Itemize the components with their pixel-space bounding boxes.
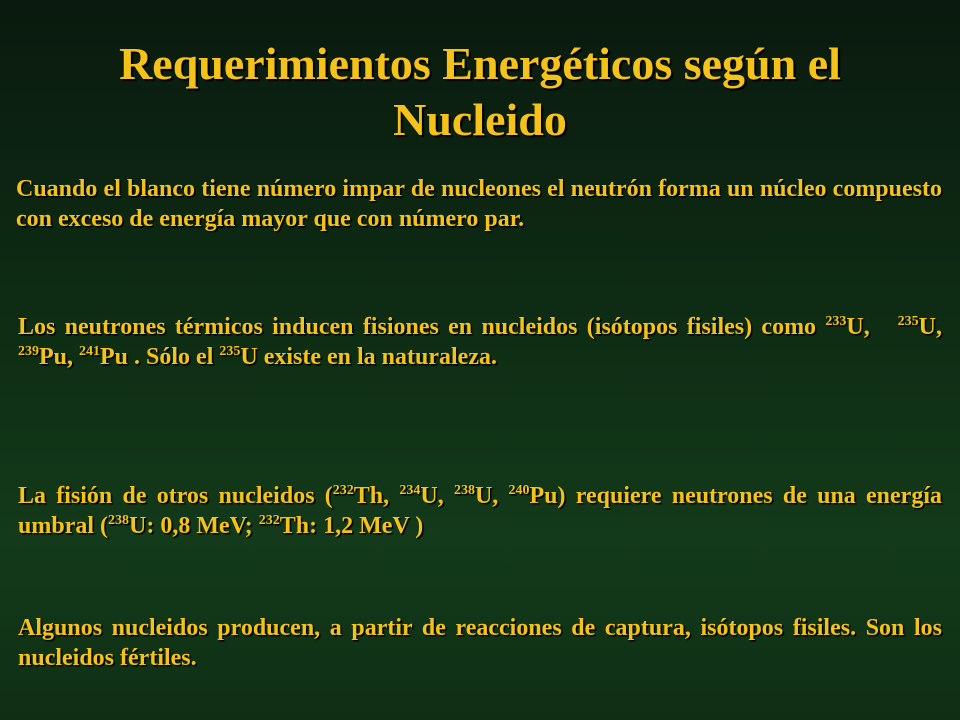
text-segment: Th: 1,2 MeV ) — [279, 513, 424, 539]
text-segment: U, — [846, 314, 898, 340]
mass-number: 233 — [825, 314, 847, 329]
mass-number: 241 — [79, 344, 101, 359]
text-segment: Pu . Sólo el — [100, 344, 220, 370]
mass-number: 235 — [897, 314, 919, 329]
paragraph-odd-nucleons-text: Cuando el blanco tiene número impar de nucleones el neutrón forma un núcleo compuesto con exceso de energía mayor que con número par. — [16, 176, 942, 232]
text-segment: Los neutrones térmicos inducen fisiones en nucleidos (isótopos fisiles) como — [18, 314, 826, 340]
mass-number: 239 — [18, 344, 39, 359]
mass-number: 234 — [399, 483, 421, 498]
mass-number: 232 — [258, 513, 280, 528]
text-segment: Th, — [353, 483, 400, 509]
text-segment: U: 0,8 MeV; — [129, 513, 259, 539]
text-segment: Pu) requiere neutrones de una energía umbral ( — [18, 483, 943, 539]
mass-number: 232 — [332, 483, 354, 498]
text-segment: U, — [420, 483, 454, 509]
mass-number: 235 — [219, 344, 241, 359]
text-segment: U existe en la naturaleza. — [240, 344, 497, 370]
text-segment: U, — [918, 314, 942, 340]
paragraph-thermal-neutrons — [18, 312, 942, 372]
mass-number: 240 — [508, 483, 530, 498]
mass-number: 238 — [453, 483, 475, 498]
paragraph-odd-nucleons — [16, 174, 942, 234]
paragraph-fertile-nuclides — [18, 613, 942, 673]
paragraph-threshold-fission — [18, 481, 942, 541]
slide-title — [20, 36, 940, 148]
text-segment: Pu, — [39, 344, 80, 370]
title-line-1: Requerimientos Energéticos según el — [119, 38, 841, 89]
mass-number: 238 — [108, 513, 129, 528]
text-segment: U, — [474, 483, 509, 509]
text-segment: La fisión de otros nucleidos ( — [18, 483, 333, 509]
paragraph-fertile-nuclides-text: Algunos nucleidos producen, a partir de reacciones de captura, isótopos fisiles. Son los nucleidos fértiles. — [18, 615, 942, 671]
title-line-2: Nucleido — [393, 94, 567, 145]
